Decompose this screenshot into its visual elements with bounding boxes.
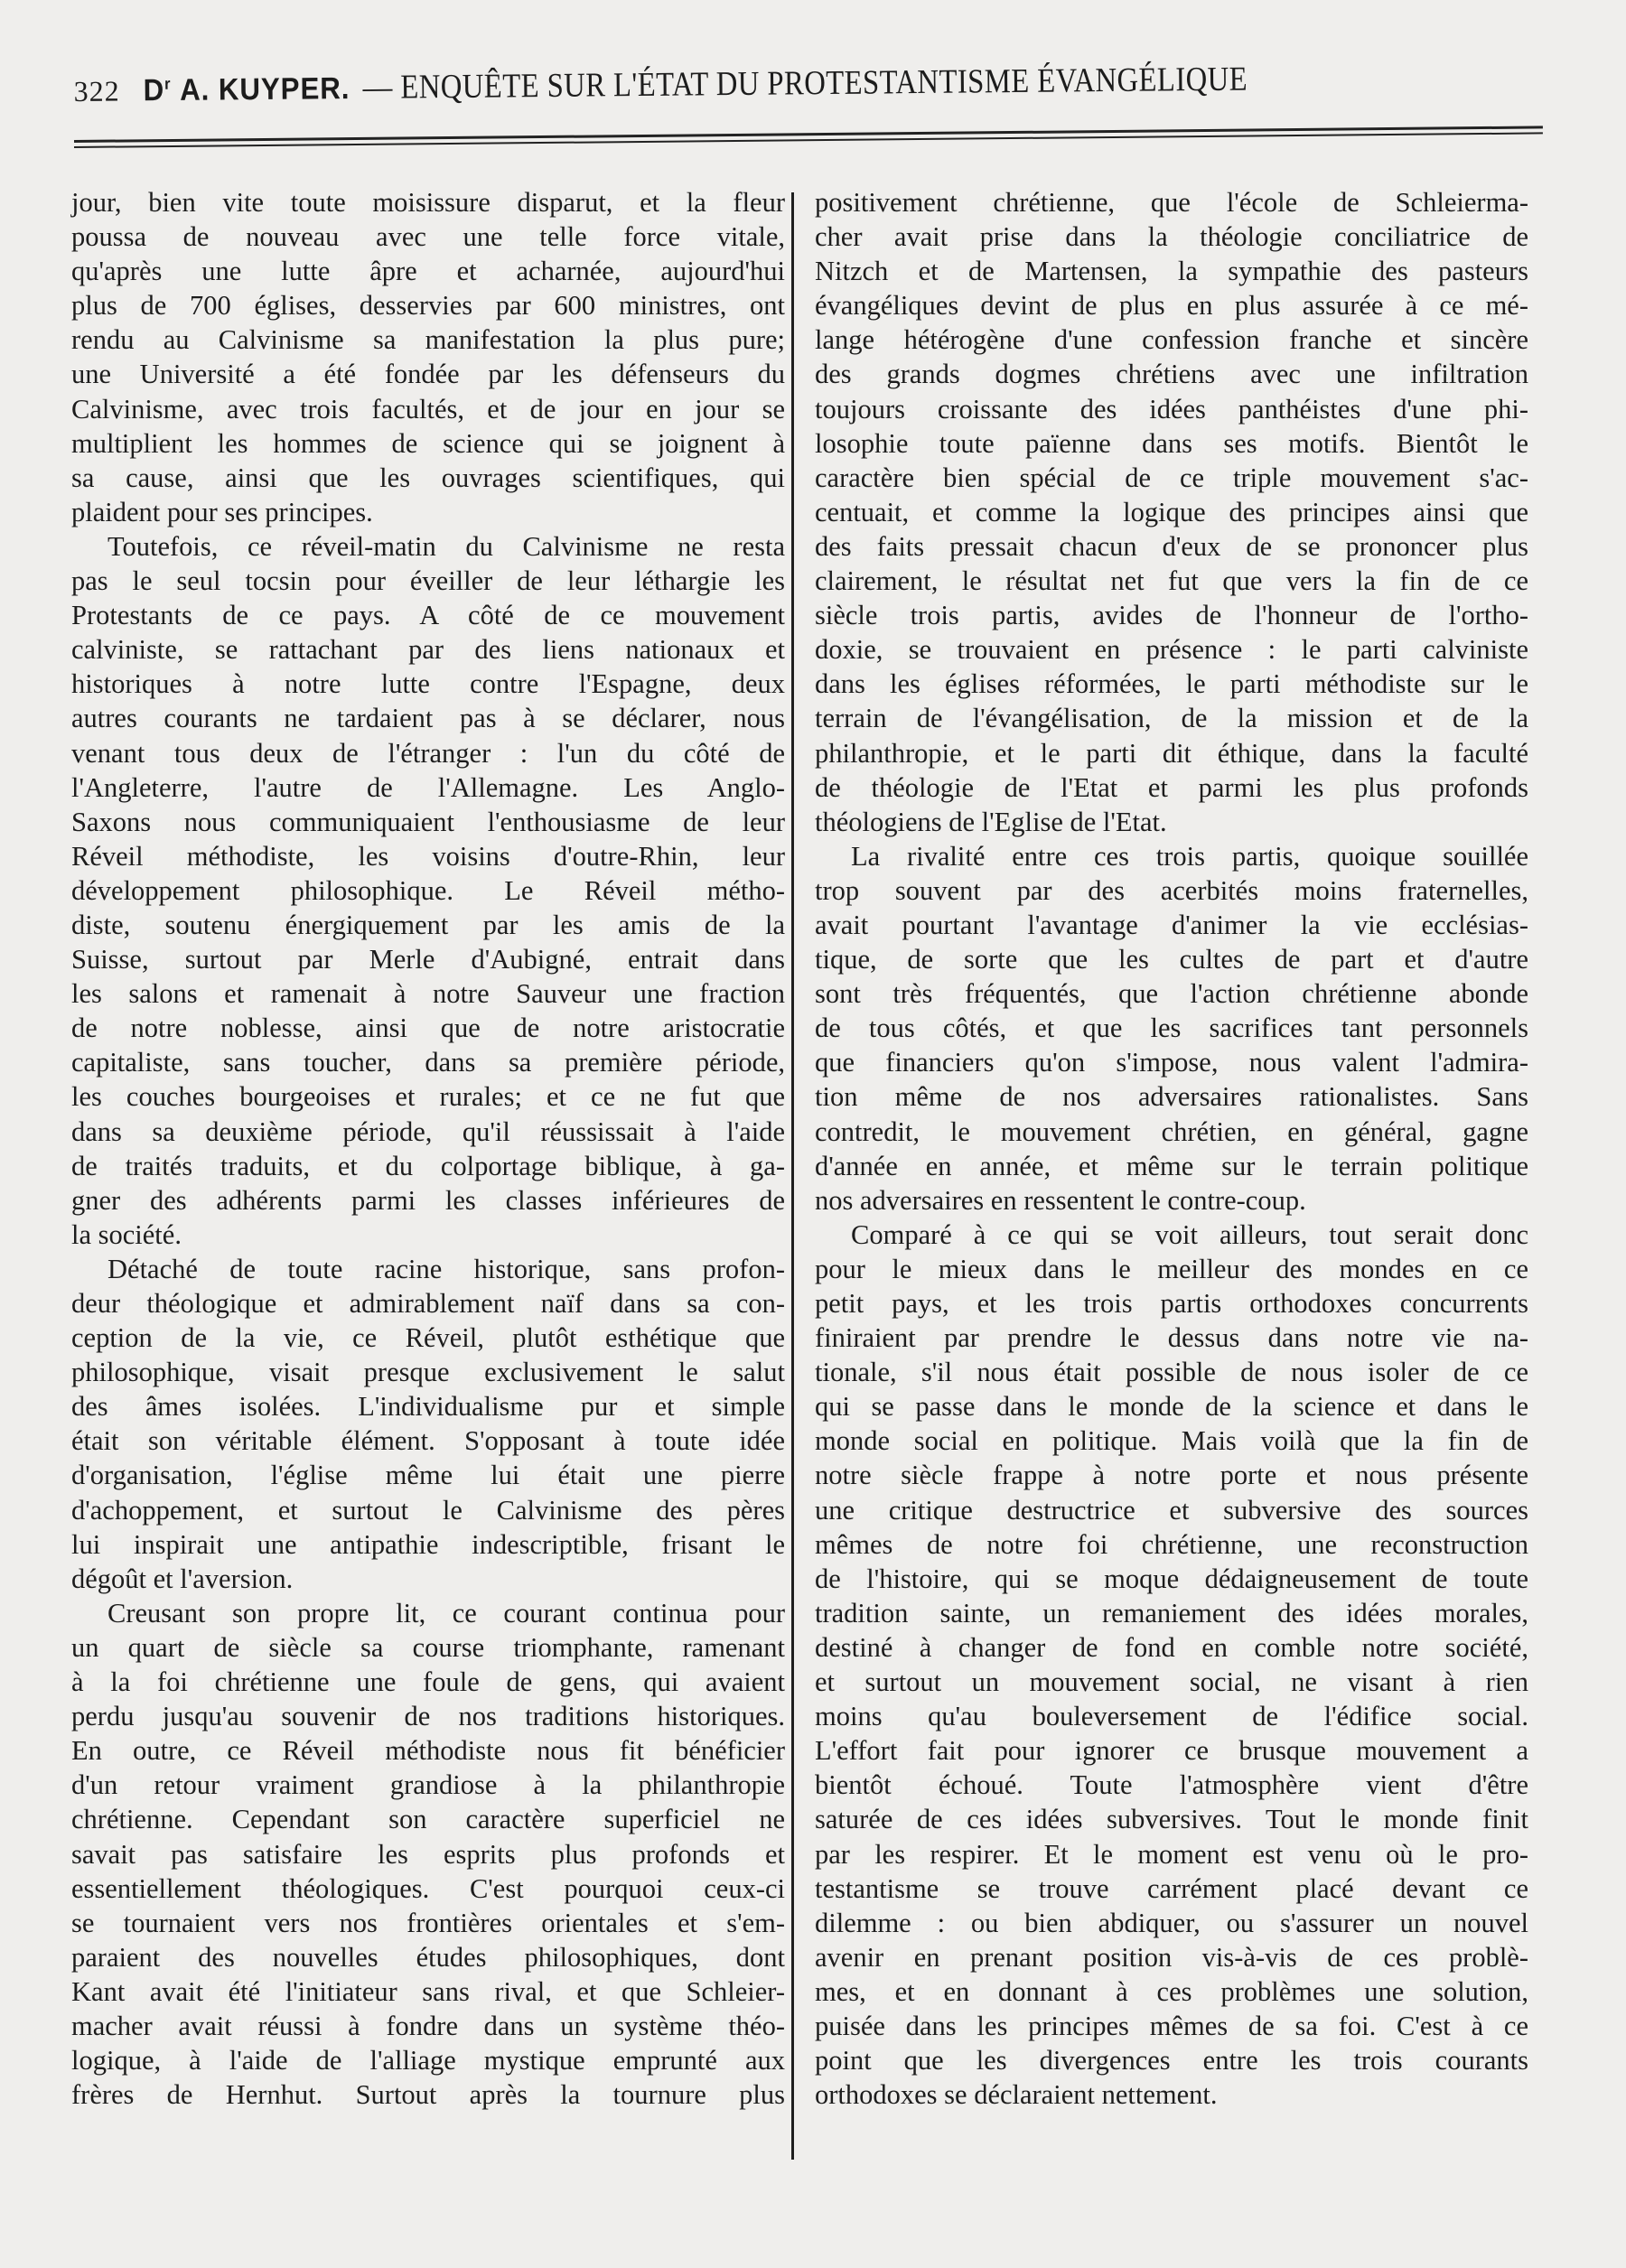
text-line: centuait, et comme la logique des principes ainsi que	[815, 496, 1528, 527]
text-line: lui inspirait une antipathie indescriptible, frisant le	[71, 1528, 785, 1560]
text-line: venant tous deux de l'étranger : l'un du côté de	[71, 737, 785, 769]
text-line: saturée de ces idées subversives. Tout le monde finit	[815, 1804, 1528, 1835]
text-line: une Université a été fondée par les défenseurs du	[71, 359, 785, 390]
text-line: d'un retour vraiment grandiose à la philanthropie	[71, 1769, 785, 1801]
text-line: des faits pressait chacun d'eux de se prononcer plus	[815, 530, 1528, 562]
text-line: testantisme se trouve carrément placé devant ce	[815, 1872, 1528, 1904]
text-line: moins qu'au bouleversement de l'édifice social.	[815, 1701, 1528, 1732]
author-title-superscript: r	[164, 74, 172, 93]
text-line: d'organisation, l'église même lui était une pierre	[71, 1460, 785, 1491]
text-line: puisée dans les principes mêmes de sa foi. C'est à ce	[815, 2010, 1528, 2041]
text-line: siècle trois partis, avides de l'honneur de l'ortho-	[815, 600, 1528, 631]
text-line: tion même de nos adversaires rationalistes. Sans	[815, 1081, 1528, 1113]
author-name	[143, 71, 350, 108]
text-line: Toutefois, ce réveil-matin du Calvinisme ne resta	[107, 530, 785, 562]
author-surname: A. KUYPER.	[179, 71, 350, 107]
text-line: petit pays, et les trois partis orthodoxes concurrents	[815, 1288, 1528, 1319]
text-line: sa cause, ainsi que les ouvrages scientifiques, qui	[71, 462, 785, 493]
text-line: clairement, le résultat net fut que vers la fin de ce	[815, 565, 1528, 597]
text-line: Kant avait été l'initiateur sans rival, et que Schleier-	[71, 1975, 785, 2007]
text-line: tionale, s'il nous était possible de nous isoler de ce	[815, 1357, 1528, 1388]
text-line: dégoût et l'aversion.	[71, 1563, 294, 1594]
text-line: la société.	[71, 1218, 182, 1250]
text-line: Nitzch et de Martensen, la sympathie des pasteurs	[815, 256, 1528, 287]
text-line: frères de Hernhut. Surtout après la tournure plus	[71, 2079, 785, 2111]
column-divider	[791, 192, 794, 2160]
text-line: des grands dogmes chrétiens avec une infiltration	[815, 359, 1528, 390]
text-line: deur théologique et admirablement naïf dans sa con-	[71, 1288, 785, 1319]
text-line: diste, soutenu énergiquement par les amis de la	[71, 909, 785, 940]
text-line: caractère bien spécial de ce triple mouvement s'ac-	[815, 462, 1528, 493]
text-line: trop souvent par des acerbités moins fraternelles,	[815, 874, 1528, 906]
text-line: autres courants ne tardaient pas à se déclarer, nous	[71, 703, 785, 734]
text-line: gner des adhérents parmi les classes inférieures de	[71, 1184, 785, 1216]
running-title: — ENQUÊTE SUR L'ÉTAT DU PROTESTANTISME ÉVANGÉLIQUE	[362, 60, 1248, 107]
text-line: philanthropie, et le parti dit éthique, dans la faculté	[815, 737, 1528, 769]
text-line: dans sa deuxième période, qu'il réussissait à l'aide	[71, 1115, 785, 1147]
text-line: Détaché de toute racine historique, sans profon-	[107, 1253, 785, 1284]
text-line: chrétienne. Cependant son caractère superficiel ne	[71, 1804, 785, 1835]
text-line: doxie, se trouvaient en présence : le parti calviniste	[815, 634, 1528, 666]
text-line: pour le mieux dans le meilleur des mondes en ce	[815, 1253, 1528, 1284]
text-line: poussa de nouveau avec une telle force vitale,	[71, 221, 785, 253]
text-line: La rivalité entre ces trois partis, quoique souillée	[851, 840, 1528, 872]
text-line: toujours croissante des idées panthéistes d'une phi-	[815, 393, 1528, 425]
text-line: par les respirer. Et le moment est venu où le pro-	[815, 1838, 1528, 1870]
text-line: Calvinisme, avec trois facultés, et de jour en jour se	[71, 393, 785, 425]
text-line: théologiens de l'Eglise de l'Etat.	[815, 806, 1167, 837]
text-line: historiques à notre lutte contre l'Espagne, deux	[71, 668, 785, 700]
text-line: d'année en année, et même sur le terrain politique	[815, 1150, 1528, 1181]
text-line: les couches bourgeoises et rurales; et ce ne fut que	[71, 1081, 785, 1113]
text-line: mes, et en donnant à ces problèmes une solution,	[815, 1975, 1528, 2007]
text-line: développement philosophique. Le Réveil métho-	[71, 874, 785, 906]
text-line: Creusant son propre lit, ce courant continua pour	[107, 1597, 785, 1629]
text-line: Réveil méthodiste, les voisins d'outre-Rhin, leur	[71, 840, 785, 872]
text-line: philosophique, visait presque exclusivement le salut	[71, 1357, 785, 1388]
text-line: ception de la vie, ce Réveil, plutôt esthétique que	[71, 1322, 785, 1354]
text-line: savait pas satisfaire les esprits plus profonds et	[71, 1838, 785, 1870]
text-line: terrain de l'évangélisation, de la mission et de la	[815, 703, 1528, 734]
text-line: dilemme : ou bien abdiquer, ou s'assurer un nouvel	[815, 1907, 1528, 1938]
text-line: de tous côtés, et que les sacrifices tant personnels	[815, 1013, 1528, 1044]
text-line: tradition sainte, un remaniement des idées morales,	[815, 1597, 1528, 1629]
text-line: finiraient par prendre le dessus dans notre vie na-	[815, 1322, 1528, 1354]
text-line: une critique destructrice et subversive des sources	[815, 1494, 1528, 1526]
text-line: de l'histoire, qui se moque dédaigneusement de toute	[815, 1563, 1528, 1594]
text-line: notre siècle frappe à notre porte et nous présente	[815, 1460, 1528, 1491]
text-line: Protestants de ce pays. A côté de ce mouvement	[71, 600, 785, 631]
text-line: Saxons nous communiquaient l'enthousiasme de leur	[71, 806, 785, 837]
text-line: de traités traduits, et du colportage biblique, à ga-	[71, 1150, 785, 1181]
text-line: tique, de sorte que les cultes de part et d'autre	[815, 944, 1528, 975]
text-line: bientôt échoué. Toute l'atmosphère vient d'être	[815, 1769, 1528, 1801]
text-line: destiné à changer de fond en comble notre société,	[815, 1631, 1528, 1663]
text-line: capitaliste, sans toucher, dans sa première période,	[71, 1047, 785, 1078]
text-line: point que les divergences entre les trois courants	[815, 2045, 1528, 2077]
text-line: Comparé à ce qui se voit ailleurs, tout serait donc	[851, 1218, 1528, 1250]
text-line: nos adversaires en ressentent le contre-coup.	[815, 1184, 1306, 1216]
author-title-prefix: D	[143, 73, 165, 108]
text-line: l'Angleterre, l'autre de l'Allemagne. Les Anglo-	[71, 771, 785, 803]
text-line: d'achoppement, et surtout le Calvinisme des pères	[71, 1494, 785, 1526]
left-column	[71, 185, 785, 2112]
text-line: sont très fréquentés, que l'action chrétienne abonde	[815, 978, 1528, 1010]
text-line: Suisse, surtout par Merle d'Aubigné, entrait dans	[71, 944, 785, 975]
text-line: En outre, ce Réveil méthodiste nous fit bénéficier	[71, 1735, 785, 1767]
text-line: plaident pour ses principes.	[71, 496, 373, 527]
text-line: contredit, le mouvement chrétien, en général, gagne	[815, 1115, 1528, 1147]
text-line: multiplient les hommes de science qui se joignent à	[71, 427, 785, 459]
text-line: paraient des nouvelles études philosophiques, dont	[71, 1941, 785, 1973]
text-line: losophie toute païenne dans ses motifs. Bientôt le	[815, 427, 1528, 459]
text-line: jour, bien vite toute moisissure disparut, et la fleur	[71, 187, 785, 218]
text-line: de notre noblesse, ainsi que de notre aristocratie	[71, 1013, 785, 1044]
page-number: 322	[73, 74, 120, 108]
text-line: évangéliques devint de plus en plus assurée à ce mé-	[815, 290, 1528, 322]
text-line: rendu au Calvinisme sa manifestation la plus pure;	[71, 324, 785, 356]
text-line: des âmes isolées. L'individualisme pur et simple	[71, 1391, 785, 1423]
text-line: L'effort fait pour ignorer ce brusque mouvement a	[815, 1735, 1528, 1767]
text-line: positivement chrétienne, que l'école de Schleierma-	[815, 187, 1528, 218]
text-line: avenir en prenant position vis-à-vis de ces problè-	[815, 1941, 1528, 1973]
text-line: monde social en politique. Mais voilà que la fin de	[815, 1425, 1528, 1457]
text-line: se tournaient vers nos frontières orientales et s'em-	[71, 1907, 785, 1938]
text-line: dans les églises réformées, le parti méthodiste sur le	[815, 668, 1528, 700]
text-line: plus de 700 églises, desservies par 600 ministres, ont	[71, 290, 785, 322]
text-line: qu'après une lutte âpre et acharnée, aujourd'hui	[71, 256, 785, 287]
text-line: de théologie de l'Etat et parmi les plus profonds	[815, 771, 1528, 803]
text-line: que financiers qu'on s'impose, nous valent l'admira-	[815, 1047, 1528, 1078]
text-line: les salons et ramenait à notre Sauveur une fraction	[71, 978, 785, 1010]
text-line: calviniste, se rattachant par des liens nationaux et	[71, 634, 785, 666]
text-line: avait pourtant l'avantage d'animer la vie ecclésias-	[815, 909, 1528, 940]
text-line: qui se passe dans le monde de la science et dans le	[815, 1391, 1528, 1423]
text-line: à la foi chrétienne une foule de gens, qui avaient	[71, 1666, 785, 1698]
text-line: perdu jusqu'au souvenir de nos traditions historiques.	[71, 1701, 785, 1732]
text-line: était son véritable élément. S'opposant à toute idée	[71, 1425, 785, 1457]
text-line: pas le seul tocsin pour éveiller de leur léthargie les	[71, 565, 785, 597]
text-line: cher avait prise dans la théologie conciliatrice de	[815, 221, 1528, 253]
text-line: mêmes de notre foi chrétienne, une reconstruction	[815, 1528, 1528, 1560]
text-line: lange hétérogène d'une confession franche et sincère	[815, 324, 1528, 356]
running-header	[73, 57, 1519, 125]
text-line: orthodoxes se déclaraient nettement.	[815, 2079, 1218, 2111]
text-line: logique, à l'aide de l'alliage mystique emprunté aux	[71, 2045, 785, 2077]
right-column	[815, 185, 1528, 2112]
text-line: macher avait réussi à fondre dans un système théo-	[71, 2010, 785, 2041]
text-line: essentiellement théologiques. C'est pourquoi ceux-ci	[71, 1872, 785, 1904]
text-line: un quart de siècle sa course triomphante, ramenant	[71, 1631, 785, 1663]
text-line: et surtout un mouvement social, ne visant à rien	[815, 1666, 1528, 1698]
